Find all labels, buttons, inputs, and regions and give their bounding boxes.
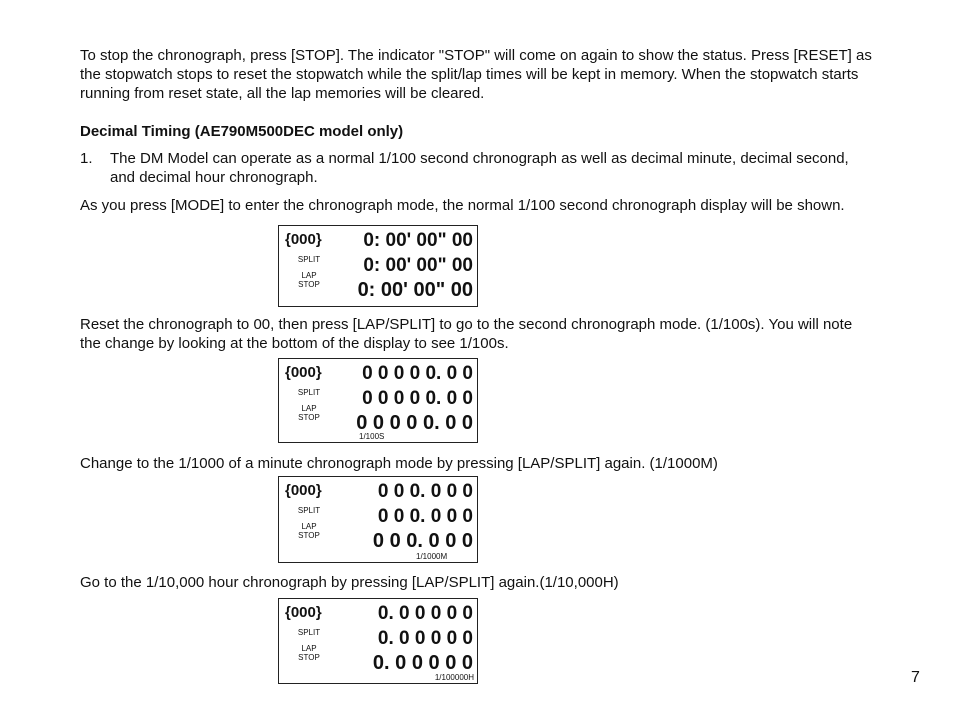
lap-indicator: LAP	[301, 522, 317, 531]
time-row-1: 0. 0 0 0 0 0	[377, 603, 473, 624]
time-row-1: 0 0 0 0 0. 0 0	[362, 363, 473, 384]
section-heading: Decimal Timing (AE790M500DEC model only)	[80, 123, 404, 140]
stop-indicator: STOP	[298, 531, 320, 540]
lap-indicator: LAP	[301, 644, 317, 653]
unit-label: 1/100S	[359, 432, 385, 441]
hour-mode-paragraph: Go to the 1/10,000 hour chronograph by pressing [LAP/SPLIT] again.(1/10,000H)	[80, 574, 619, 591]
mode-paragraph: As you press [MODE] to enter the chronograph mode, the normal 1/100 second chronograph display will be shown.	[80, 197, 845, 214]
lcd-display-1-100000h	[278, 598, 478, 684]
time-row-2: 0: 00' 00" 00	[363, 255, 473, 276]
time-row-2: 0 0 0. 0 0 0	[377, 506, 473, 527]
reset-paragraph: Reset the chronograph to 00, then press [LAP/SPLIT] to go to the second chronograph mode. (1/100s). You will note the change by looking at the bottom of the display to see 1/100s.	[80, 316, 853, 352]
memory-indicator: {000}	[285, 604, 322, 621]
time-row-3: 0 0 0 0 0. 0 0	[356, 412, 473, 434]
lap-indicator: LAP	[301, 404, 317, 413]
time-row-1: 0: 00' 00" 00	[363, 230, 473, 251]
minute-mode-paragraph: Change to the 1/1000 of a minute chronograph mode by pressing [LAP/SPLIT] again. (1/1000M)	[80, 455, 718, 472]
lcd-display-normal	[278, 225, 478, 307]
time-row-1: 0 0 0. 0 0 0	[377, 481, 473, 502]
memory-indicator: {000}	[285, 231, 322, 248]
page-number: 7	[911, 669, 920, 686]
intro-paragraph: To stop the chronograph, press [STOP]. The indicator "STOP" will come on again to show the status. Press [RESET] as the stopwatch stops to reset the stopwatch while the split/lap times will be kept in memory. When the stopwatch starts running from reset state, all the lap memories will be cleared.	[80, 47, 872, 102]
split-indicator: SPLIT	[297, 628, 321, 637]
unit-label: 1/1000M	[416, 552, 448, 561]
split-indicator: SPLIT	[297, 506, 321, 515]
stop-indicator: STOP	[298, 280, 320, 289]
split-indicator: SPLIT	[297, 388, 321, 397]
memory-indicator: {000}	[285, 482, 322, 499]
memory-indicator: {000}	[285, 364, 322, 381]
lcd-display-1-100s	[278, 358, 478, 443]
unit-label: 1/100000H	[434, 673, 474, 682]
stop-indicator: STOP	[298, 653, 320, 662]
time-row-3: 0. 0 0 0 0 0	[372, 652, 473, 674]
split-indicator: SPLIT	[297, 255, 321, 264]
lap-indicator: LAP	[301, 271, 317, 280]
time-row-3: 0 0 0. 0 0 0	[372, 530, 473, 552]
stop-indicator: STOP	[298, 413, 320, 422]
item-text: The DM Model can operate as a normal 1/100 second chronograph as well as decimal minute, decimal second, and decimal hour chronograph.	[110, 150, 849, 186]
time-row-2: 0 0 0 0 0. 0 0	[362, 388, 473, 409]
lcd-display-1-1000m	[278, 476, 478, 563]
item-number: 1.	[80, 150, 93, 167]
time-row-2: 0. 0 0 0 0 0	[377, 628, 473, 649]
time-row-3: 0: 00' 00" 00	[357, 279, 473, 301]
